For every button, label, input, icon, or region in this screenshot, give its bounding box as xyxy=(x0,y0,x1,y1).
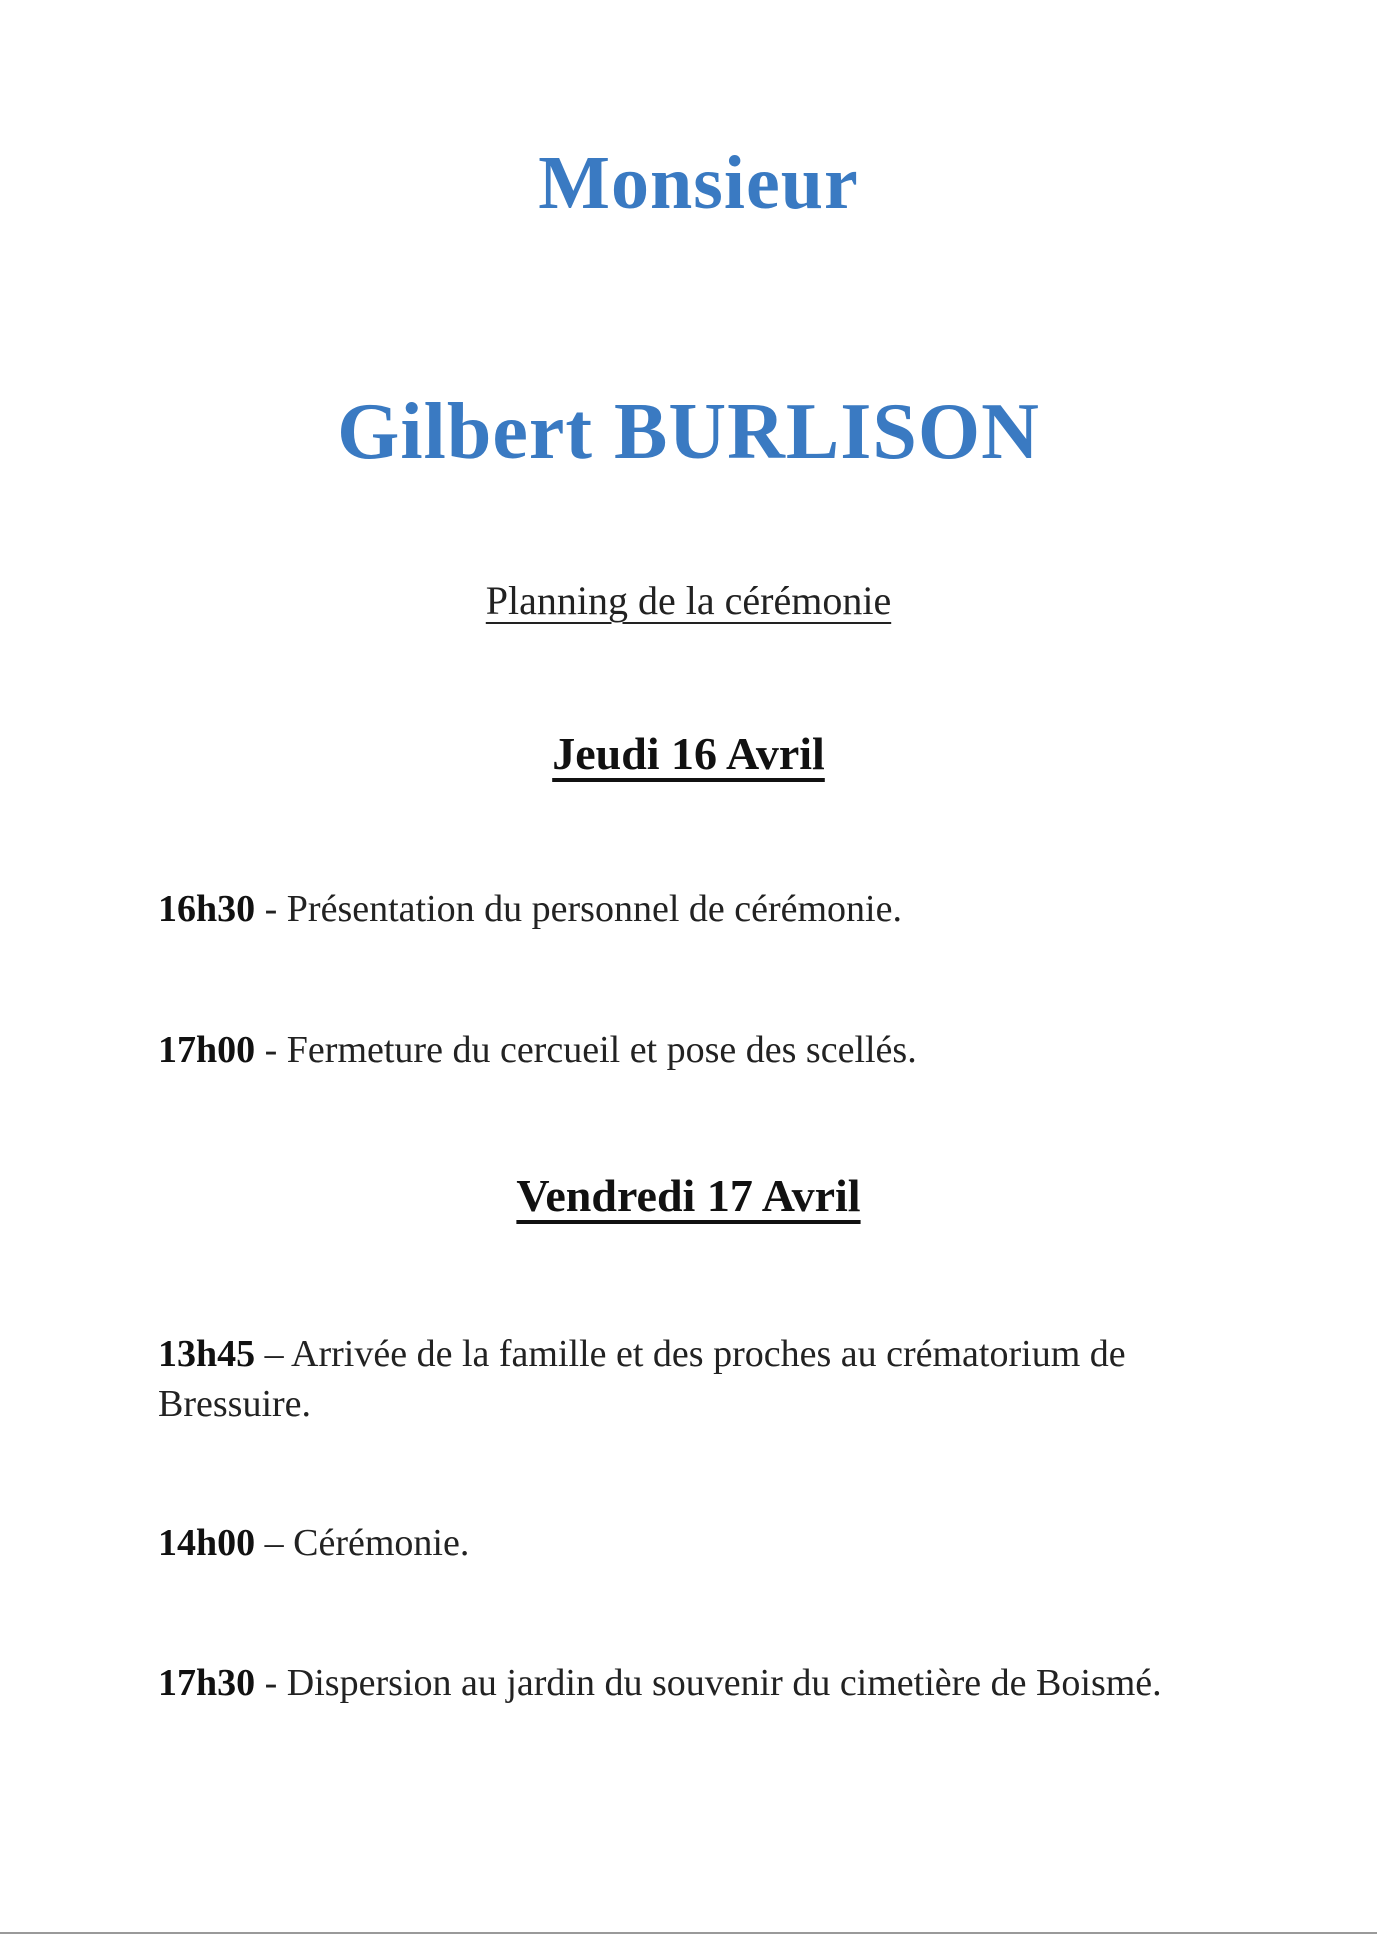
entry-time: 17h00 xyxy=(158,1029,256,1071)
entry-text: Arrivée de la famille et des proches au crématorium de Bressuire. xyxy=(158,1333,1126,1425)
entry-time: 16h30 xyxy=(158,888,256,930)
honorific-heading: Monsieur xyxy=(538,141,859,225)
entry-time: 13h45 xyxy=(158,1333,256,1375)
schedule-entry xyxy=(158,884,1238,934)
day-heading-text: Vendredi 17 Avril xyxy=(516,1170,861,1221)
schedule-entry xyxy=(158,1518,1238,1568)
schedule-entry xyxy=(158,1025,1238,1075)
entry-text: Dispersion au jardin du souvenir du cimetière de Boismé. xyxy=(286,1662,1162,1704)
entry-separator: - xyxy=(255,1029,287,1071)
entry-text: Présentation du personnel de cérémonie. xyxy=(286,888,902,930)
ceremony-planning-subtitle xyxy=(0,577,1377,624)
day-heading-thursday xyxy=(0,727,1377,780)
day-heading-friday xyxy=(0,1169,1377,1222)
bottom-divider xyxy=(0,1932,1377,1934)
entry-text: Cérémonie. xyxy=(293,1522,470,1564)
deceased-name-heading: Gilbert BURLISON xyxy=(337,388,1040,476)
entry-separator: – xyxy=(255,1333,292,1375)
entry-text: Fermeture du cercueil et pose des scellés. xyxy=(286,1029,917,1071)
entry-time: 14h00 xyxy=(158,1522,256,1564)
entry-time: 17h30 xyxy=(158,1662,256,1704)
entry-separator: – xyxy=(255,1522,294,1564)
entry-separator: - xyxy=(255,888,287,930)
entry-separator: - xyxy=(255,1662,287,1704)
schedule-entry xyxy=(158,1658,1238,1708)
schedule-entry xyxy=(158,1329,1238,1429)
day-heading-text: Jeudi 16 Avril xyxy=(552,728,825,779)
subtitle-text: Planning de la cérémonie xyxy=(485,578,892,623)
